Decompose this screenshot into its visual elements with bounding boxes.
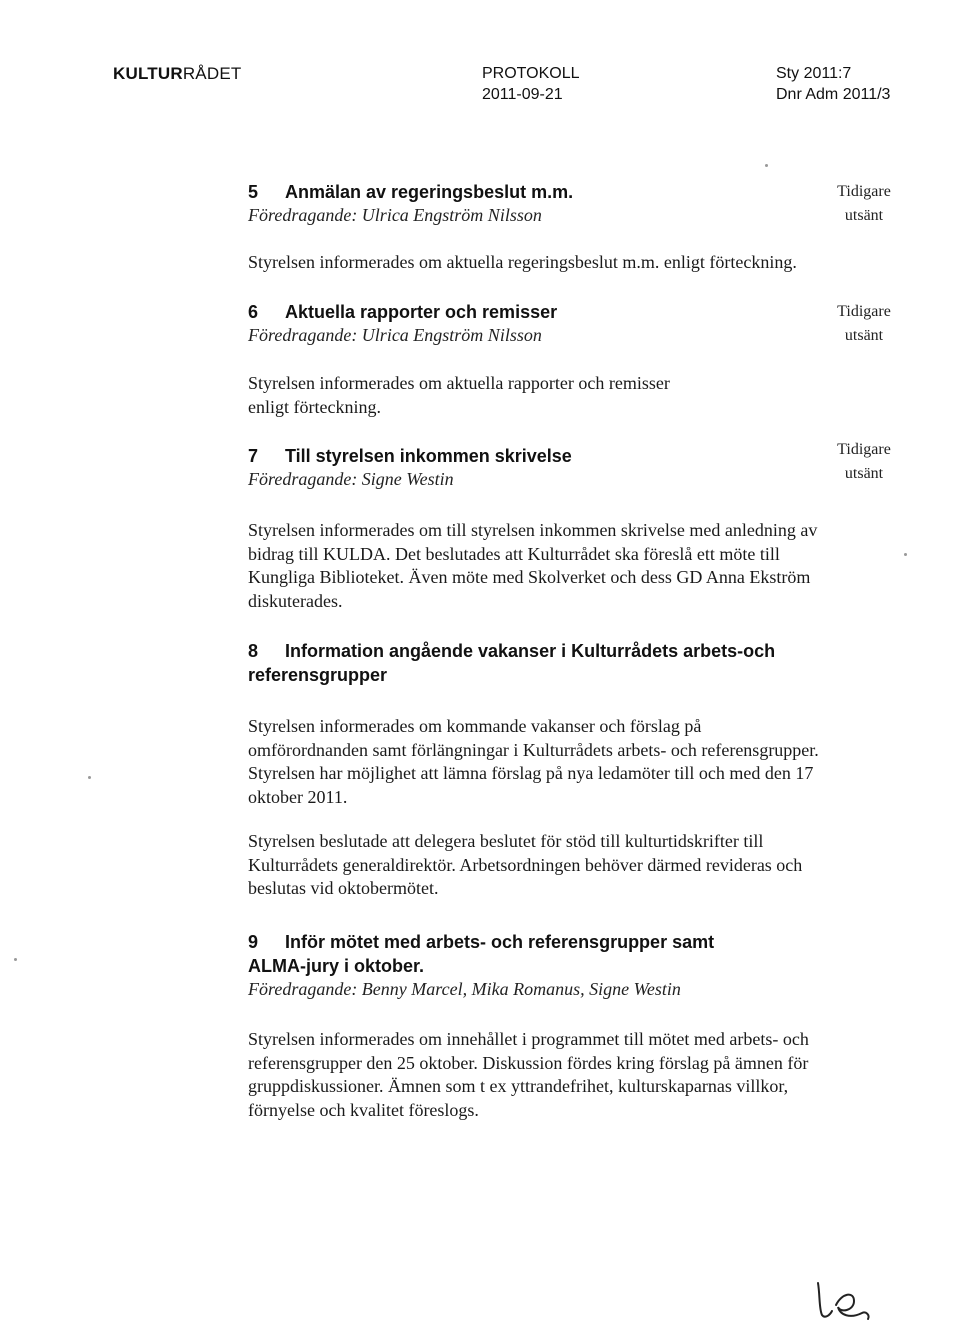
scan-speck xyxy=(904,553,907,556)
item-body: Styrelsen informerades om aktuella rapporter och remisser enligt förteckning. xyxy=(248,373,670,417)
agenda-item-9 xyxy=(248,930,888,1122)
item-status xyxy=(834,180,894,228)
item-title-line-2: ALMA-jury i oktober. xyxy=(248,956,425,976)
item-status xyxy=(834,438,894,486)
status-line-2: utsänt xyxy=(844,207,884,224)
sty-number: Sty 2011:7 xyxy=(776,65,852,82)
logo-bold-text: KULTUR xyxy=(113,64,183,83)
logo-rest-text: RÅDET xyxy=(182,64,242,83)
item-heading xyxy=(248,300,888,324)
item-title-line-1: Information angående vakanser i Kulturrådets arbets-och xyxy=(285,641,776,661)
scan-speck xyxy=(765,164,768,167)
dnr-number: Dnr Adm 2011/3 xyxy=(776,86,891,103)
item-body: Styrelsen informerades om innehållet i programmet till mötet med arbets- och referensgrupper den 25 oktober. Diskussion fördes kring förslag på ämnen för gruppdiskussioner. Ämnen som t ex yttrandefrihet, kulturskaparnas villkor, förnyelse och kvalitet föreslogs. xyxy=(248,1029,809,1120)
status-line-2: utsänt xyxy=(844,327,884,344)
item-presenter: Föredragande: Benny Marcel, Mika Romanus, Signe Westin xyxy=(248,979,681,999)
document-date: 2011-09-21 xyxy=(482,86,563,103)
item-status xyxy=(834,300,894,348)
agenda-item-8 xyxy=(248,639,888,901)
status-line-2: utsänt xyxy=(844,465,884,482)
status-line-1: Tidigare xyxy=(837,303,891,320)
item-number: 5 xyxy=(248,182,259,202)
item-heading xyxy=(248,180,888,204)
item-title: Aktuella rapporter och remisser xyxy=(285,302,558,322)
agenda-item-5 xyxy=(248,180,891,275)
item-heading xyxy=(248,930,888,954)
item-number: 9 xyxy=(248,932,259,952)
item-heading xyxy=(248,639,888,663)
reference-block xyxy=(776,63,890,105)
item-presenter: Föredragande: Ulrica Engström Nilsson xyxy=(248,325,542,345)
agenda-item-7 xyxy=(248,441,891,613)
item-heading xyxy=(248,444,888,468)
item-body: Styrelsen informerades om kommande vakanser och förslag på omförordnanden samt förlängningar i Kulturrådets arbets- och referensgrupper. Styrelsen har möjlighet att lämna förslag på nya ledamöter till och med den 17 oktober 2011. xyxy=(248,716,819,807)
kulturradet-logo xyxy=(113,63,241,84)
item-title: Anmälan av regeringsbeslut m.m. xyxy=(285,182,574,202)
item-presenter: Föredragande: Signe Westin xyxy=(248,469,454,489)
item-presenter: Föredragande: Ulrica Engström Nilsson xyxy=(248,205,542,225)
item-body-decision: Styrelsen beslutade att delegera beslutet för stöd till kulturtidskrifter till Kulturrådets generaldirektör. Arbetsordningen behöver därmed revideras och beslutas vid oktobermötet. xyxy=(248,831,803,898)
document-type: PROTOKOLL xyxy=(482,65,580,82)
agenda-item-6 xyxy=(248,300,891,419)
status-line-1: Tidigare xyxy=(837,441,891,458)
item-title-line-2: referensgrupper xyxy=(248,665,388,685)
scan-speck xyxy=(88,776,91,779)
item-body: Styrelsen informerades om till styrelsen inkommen skrivelse med anledning av bidrag till KULDA. Det beslutades att Kulturrådet ska föreslå ett möte till Kungliga Biblioteket. Även möte med Skolverket och dess GD Anna Ekström diskuterades. xyxy=(248,520,818,611)
document-type-block xyxy=(482,63,580,105)
initials-signature-mark xyxy=(810,1275,890,1325)
status-line-1: Tidigare xyxy=(837,183,891,200)
item-title: Till styrelsen inkommen skrivelse xyxy=(285,446,572,466)
item-number: 8 xyxy=(248,641,259,661)
item-number: 7 xyxy=(248,446,259,466)
item-body: Styrelsen informerades om aktuella regeringsbeslut m.m. enligt förteckning. xyxy=(248,252,797,272)
item-number: 6 xyxy=(248,302,259,322)
scan-speck xyxy=(14,958,17,961)
item-title-line-1: Inför mötet med arbets- och referensgrupper samt xyxy=(285,932,715,952)
